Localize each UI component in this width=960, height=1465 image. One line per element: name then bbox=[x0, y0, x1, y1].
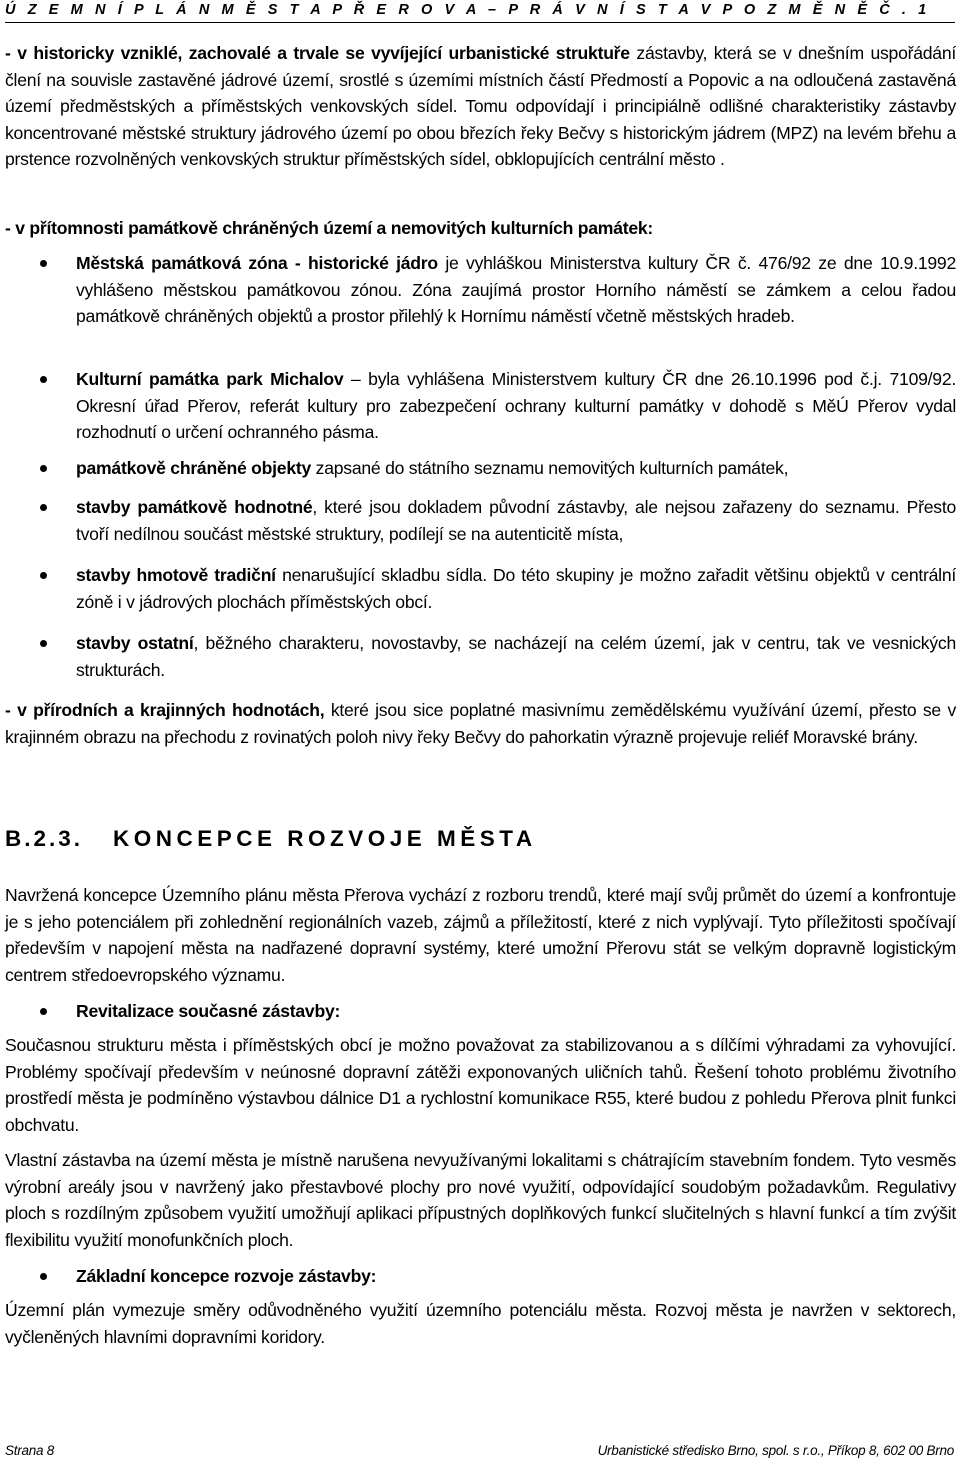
concept-intro: Navržená koncepce Územního plánu města Přerova vychází z rozboru trendů, které mají svůj průmět do území a konfrontuje je s jeho potenciálem při zohlednění regionálních vazeb, zájmů a příležitostí, které z nich vyplývají. Tyto příležitosti spočívají především v napojení města na nadřazené dopravní systémy, které umožní Přerovu stát se velkým dopravně logistickým centrem středoevropského významu. bbox=[5, 885, 956, 985]
bullet-icon bbox=[40, 504, 47, 511]
basic-p1-block bbox=[5, 1297, 956, 1350]
revitalization-paragraph-2: Vlastní zástavba na území města je místně narušena nevyužívanými lokalitami s chátrajícím stavebním fondem. Tyto vesměs výrobní areály jsou v navržený jako přestavbové plochy pro nové využití, odpovídající soudobým požadavkům. Regulativy ploch s rozdílným způsobem využití umožňují aplikaci přípustných doplňkových funkcí slučitelných s hlavní funkcí a tím zvýšit flexibilitu využití monofunkčních ploch. bbox=[5, 1150, 956, 1250]
present-block bbox=[5, 215, 956, 242]
item-lead: Městská památková zóna - historické jádro bbox=[76, 253, 438, 273]
item-lead: stavby památkově hodnotné bbox=[76, 497, 313, 517]
header-rule bbox=[5, 22, 955, 23]
concept-intro-block bbox=[5, 882, 956, 988]
bullet-icon bbox=[40, 572, 47, 579]
monument-list bbox=[5, 250, 956, 330]
nature-block bbox=[5, 697, 956, 750]
item-lead: památkově chráněné objekty bbox=[76, 458, 312, 478]
revitalization-p2-block bbox=[5, 1147, 956, 1253]
bullet-icon bbox=[40, 260, 47, 267]
bullet-icon bbox=[40, 1008, 47, 1015]
monument-list-block-2 bbox=[5, 366, 956, 446]
monument-list bbox=[5, 366, 956, 446]
list-item bbox=[5, 366, 956, 446]
revitalization-heading: Revitalizace současné zástavby: bbox=[76, 1001, 341, 1021]
item-text: , které jsou dokladem původní zástavby, ale nejsou zařazeny do seznamu. Přesto tvoří nedílnou součást městské struktury, podílejí se na autenticitě místa, bbox=[76, 497, 956, 544]
monument-list bbox=[5, 630, 956, 683]
item-lead: stavby ostatní bbox=[76, 633, 194, 653]
item-lead: stavby hmotově tradiční bbox=[76, 565, 276, 585]
monument-list-block bbox=[5, 250, 956, 330]
item-text: – byla vyhlášena Ministerstvem kultury ČR dne 26.10.1996 pod č.j. 7109/92. Okresní úřad Přerov, referát kultury pro zabezpečení ochrany kulturní památky v dohodě s MěÚ Přerov vydal rozhodnutí o určení ochranného pásma. bbox=[76, 369, 956, 442]
basic-heading-block bbox=[5, 1263, 956, 1290]
item-text: nenarušující skladbu sídla. Do této skupiny je možno zařadit většinu objektů v centrální zóně i v jádrových plochách příměstských obcí. bbox=[76, 565, 956, 612]
monument-list bbox=[5, 562, 956, 615]
monument-list bbox=[5, 455, 956, 482]
revitalization-list bbox=[5, 998, 956, 1025]
list-item bbox=[5, 494, 956, 547]
list-item bbox=[5, 250, 956, 330]
section-number: B.2.3. bbox=[5, 826, 84, 851]
running-header: Ú Z E M N Í P L Á N M Ě S T A P Ř E R O V A – P R Á V N Í S T A V P O Z M Ě N Ě Č . 1 bbox=[5, 2, 931, 18]
bullet-icon bbox=[40, 640, 47, 647]
monument-list-block-4 bbox=[5, 494, 956, 547]
monument-list-block-5 bbox=[5, 562, 956, 615]
intro-block bbox=[5, 40, 956, 173]
item-text: je vyhláškou Ministerstva kultury ČR č. 476/92 ze dne 10.9.1992 vyhlášeno městskou památkovou zónou. Zóna zaujímá prostor Horního náměstí se zámkem a celou řadou památkově chráněných objektů a prostor přilehlý k Hornímu náměstí včetně městských hradeb. bbox=[76, 253, 956, 326]
monument-list bbox=[5, 494, 956, 547]
bullet-icon bbox=[40, 465, 47, 472]
footer-organization: Urbanistické středisko Brno, spol. s r.o., Příkop 8, 602 00 Brno bbox=[597, 1443, 954, 1458]
bullet-icon bbox=[40, 376, 47, 383]
revitalization-heading-block bbox=[5, 998, 956, 1025]
section-heading bbox=[5, 824, 537, 854]
item-lead: Kulturní památka park Michalov bbox=[76, 369, 344, 389]
basic-list bbox=[5, 1263, 956, 1290]
basic-heading: Základní koncepce rozvoje zástavby: bbox=[76, 1266, 377, 1286]
monument-list-block-3 bbox=[5, 455, 956, 482]
list-item bbox=[5, 998, 956, 1025]
basic-paragraph: Územní plán vymezuje směry odůvodněného využití územního potenciálu města. Rozvoj města je navržen v sektorech, vyčleněných hlavními dopravními koridory. bbox=[5, 1300, 956, 1347]
intro-paragraph bbox=[5, 40, 956, 173]
nature-text: které jsou sice poplatné masivnímu zemědělskému využívání území, přesto se v krajinném obrazu na přechodu z rovinatých poloh nivy řeky Bečvy do pahorkatin výrazně projevuje reliéf Moravské brány. bbox=[5, 700, 956, 747]
revitalization-p1-block bbox=[5, 1032, 956, 1138]
present-heading: - v přítomnosti památkově chráněných území a nemovitých kulturních památek: bbox=[5, 218, 654, 238]
bullet-icon bbox=[40, 1273, 47, 1280]
list-item bbox=[5, 1263, 956, 1290]
revitalization-paragraph-1: Současnou strukturu města i příměstských obcí je možno považovat za stabilizovanou a s dílčími výhradami za vyhovující. Problémy spočívají především v neúnosné dopravní zátěži exponovaných uličních tahů. Řešení tohoto problému životního prostředí města je podmíněno výstavbou dálnice D1 a rychlostní komunikace R55, které budou z pohledu Přerova plnit funkci obchvatu. bbox=[5, 1035, 956, 1135]
list-item bbox=[5, 455, 956, 482]
section-title: KONCEPCE ROZVOJE MĚSTA bbox=[113, 826, 537, 851]
nature-lead: - v přírodních a krajinných hodnotách, bbox=[5, 700, 325, 720]
item-text: zapsané do státního seznamu nemovitých kulturních památek, bbox=[311, 458, 789, 478]
list-item bbox=[5, 630, 956, 683]
monument-list-block-6 bbox=[5, 630, 956, 683]
item-text: , běžného charakteru, novostavby, se nacházejí na celém území, jak v centru, tak ve vesnických strukturách. bbox=[76, 633, 956, 680]
page-number: Strana 8 bbox=[5, 1443, 55, 1458]
nature-paragraph bbox=[5, 697, 956, 750]
intro-lead: - v historicky vzniklé, zachovalé a trvale se vyvíjející urbanistické struktuře bbox=[5, 43, 630, 63]
intro-text: zástavby, která se v dnešním uspořádání člení na souvisle zastavěné jádrové území, srostlé s územími místních částí Předmostí a Popovic a na odloučená zastavěná území předměstských a příměstských venkovských sídel. Tomu odpovídají i principiálně odlišné charakteristiky zástavby koncentrované městské struktury jádrového území po obou březích řeky Bečvy s historickým jádrem (MPZ) na levém břehu a prstence rozvolněných venkovských struktur příměstských sídel, obklopujících centrální město . bbox=[5, 43, 956, 169]
list-item bbox=[5, 562, 956, 615]
